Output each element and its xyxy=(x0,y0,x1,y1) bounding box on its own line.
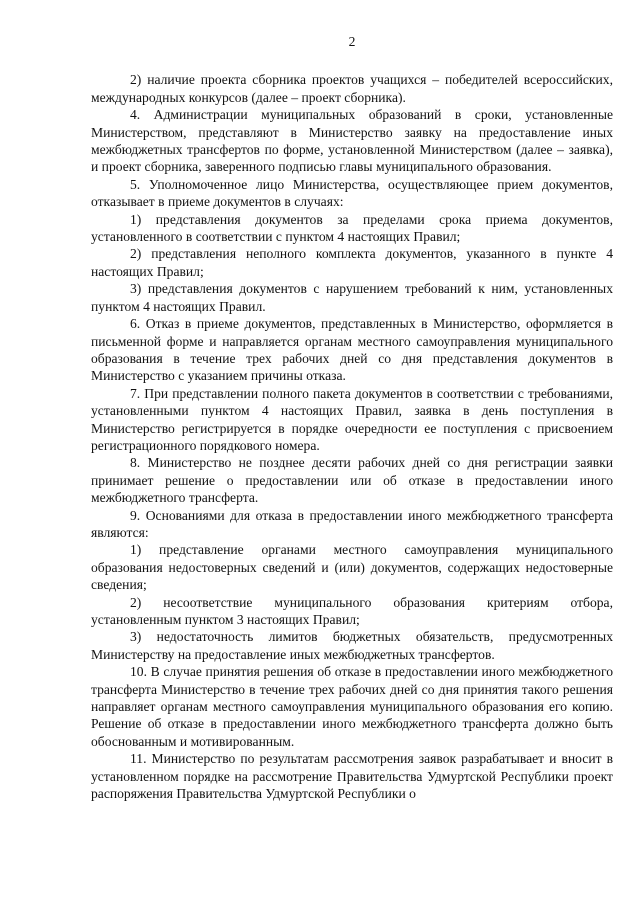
paragraph-5-case-1: 1) представления документов за пределами срока приема документов, установленного в соответствии с пунктом 4 настоящих Правил; xyxy=(91,211,613,245)
paragraph-10-refusal-notice: 10. В случае принятия решения об отказе в предоставлении иного межбюджетного трансферта Министерство в течение трех рабочих дней со дня принятия такого решения направляет органам местного самоуправления муниципального образования его копию. Решение об отказе в предоставлении иного межбюджетного трансферта должно быть обоснованным и мотивированным. xyxy=(91,664,613,749)
paragraph-7-registration: 7. При представлении полного пакета документов в соответствии с требованиями, установленными пунктом 4 настоящих Правил, заявка в день поступления в Министерство регистрируется в порядке очередности ее поступления с присвоением регистрационного порядкового номера. xyxy=(91,385,613,453)
paragraph-9-ground-3: 3) недостаточность лимитов бюджетных обязательств, предусмотренных Министерству на предоставление иных межбюджетных трансфертов. xyxy=(91,629,613,662)
paragraph-8-decision: 8. Министерство не позднее десяти рабочих дней со дня регистрации заявки принимает решение о предоставлении или об отказе в предоставлении иного межбюджетного трансферта. xyxy=(91,455,613,506)
paragraph-item-2-contest-collection: 2) наличие проекта сборника проектов учащихся – победителей всероссийских, международных конкурсов (далее – проект сборника). xyxy=(91,72,613,105)
paragraph-5-case-3: 3) представления документов с нарушением требований к ним, установленных пунктом 4 настоящих Правил. xyxy=(91,281,613,314)
paragraph-6-written-refusal: 6. Отказ в приеме документов, представленных в Министерство, оформляется в письменной форме и направляется органам местного самоуправления муниципального образования в течение трех рабочих дней со дня представления документов в Министерство с указанием причины отказа. xyxy=(91,316,613,384)
paragraph-9-refusal-grounds: 9. Основаниями для отказа в предоставлении иного межбюджетного трансферта являются: xyxy=(91,507,613,540)
paragraph-9-ground-2: 2) несоответствие муниципального образования критериям отбора, установленным пунктом 3 настоящих Правил; xyxy=(91,594,613,627)
paragraph-5-refusal-cases: 5. Уполномоченное лицо Министерства, осуществляющее прием документов, отказывает в приеме документов в случаях: xyxy=(91,176,613,210)
paragraph-11-draft-order: 11. Министерство по результатам рассмотрения заявок разрабатывает и вносит в установленном порядке на рассмотрение Правительства Удмуртской Республики проект распоряжения Правительства Удмуртской Республики о xyxy=(91,751,613,802)
paragraph-4-application-submission: 4. Администрации муниципальных образований в сроки, установленные Министерством, представляют в Министерство заявку на предоставление иных межбюджетных трансфертов по форме, установленной Министерством (далее – заявка), и проект сборника, заверенного подписью главы муниципального образования. xyxy=(91,107,613,175)
paragraph-9-ground-1: 1) представление органами местного самоуправления муниципального образования недостоверных сведений и (или) документов, содержащих недостоверные сведения; xyxy=(91,542,613,593)
page-number: 2 xyxy=(348,34,356,49)
paragraph-5-case-2: 2) представления неполного комплекта документов, указанного в пункте 4 настоящих Правил; xyxy=(91,246,613,279)
